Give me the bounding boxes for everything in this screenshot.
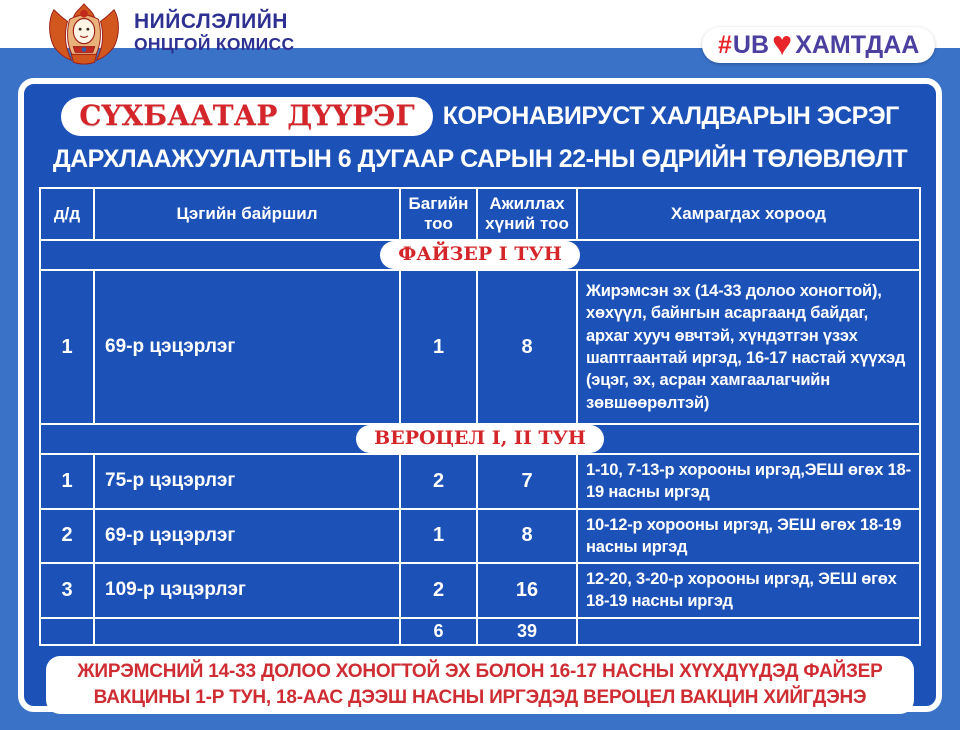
cell-khoroos: 12-20, 3-20-р хорооны иргэд, ЭЕШ өгөх 18-19 насны иргэд xyxy=(577,563,920,618)
title-text-line1: КОРОНАВИРУСТ ХАЛДВАРЫН ЭСРЭГ xyxy=(442,102,899,130)
cell-teams: 2 xyxy=(400,454,477,509)
table-row xyxy=(40,454,920,509)
cell-workers: 8 xyxy=(477,270,577,424)
cell-no: 2 xyxy=(40,509,94,564)
cell-no: 1 xyxy=(40,454,94,509)
content-card xyxy=(18,78,942,712)
hashtag-badge xyxy=(702,24,935,63)
total-teams: 6 xyxy=(400,618,477,645)
poster-title-line1 xyxy=(24,97,936,136)
col-header-teams: Багийн тоо xyxy=(400,188,477,240)
col-header-location: Цэгийн байршил xyxy=(94,188,400,240)
col-header-workers: Ажиллах хүний тоо xyxy=(477,188,577,240)
totals-row xyxy=(40,618,920,645)
cell-no: 3 xyxy=(40,563,94,618)
org-name-line2: ОНЦГОЙ КОМИСС xyxy=(134,34,295,55)
table-row xyxy=(40,270,920,424)
cell-teams: 1 xyxy=(400,509,477,564)
cell-khoroos: Жирэмсэн эх (14-33 долоо хоногтой), хөхүүл, байнгын асаргаанд байдаг, архаг хууч өвчтэй, хүндэтгэн үзэх шаптгаантай иргэд, 16-17 настай хүүхэд (эцэг, эх, асран хамгаалагчийн зөвшөөрөлтэй) xyxy=(577,270,920,424)
cell-teams: 1 xyxy=(400,270,477,424)
col-header-khoroos: Хамрагдах хороод xyxy=(577,188,920,240)
cell-empty xyxy=(94,618,400,645)
col-header-no: д/д xyxy=(40,188,94,240)
organization-name xyxy=(134,11,294,53)
banner-line2: ВАКЦИНЫ 1-Р ТУН, 18-ААС ДЭЭШ НАСНЫ ИРГЭДЭД ВЕРОЦЕЛ ВАКЦИН ХИЙГДЭНЭ xyxy=(93,686,867,708)
table-row xyxy=(40,563,920,618)
section-pill-pfizer: ФАЙЗЕР I ТУН xyxy=(380,241,580,269)
cell-workers: 16 xyxy=(477,563,577,618)
hashtag-text: ХАМТДАА xyxy=(795,30,920,59)
heart-icon: ♥ xyxy=(772,24,793,63)
cell-location: 75-р цэцэрлэг xyxy=(94,454,400,509)
emblem-icon xyxy=(40,2,128,66)
city-emblem-logo xyxy=(40,2,128,66)
vaccination-schedule-table xyxy=(39,187,921,646)
table-row xyxy=(40,509,920,564)
cell-workers: 8 xyxy=(477,509,577,564)
cell-teams: 2 xyxy=(400,563,477,618)
cell-location: 109-р цэцэрлэг xyxy=(94,563,400,618)
title-text-line2: ДАРХЛААЖУУЛАЛТЫН 6 ДУГААР САРЫН 22-НЫ ӨДРИЙН ТӨЛӨВЛӨЛТ xyxy=(52,145,908,173)
cell-khoroos: 10-12-р хорооны иргэд, ЭЕШ өгөх 18-19 насны иргэд xyxy=(577,509,920,564)
cell-empty xyxy=(40,618,94,645)
table-header-row xyxy=(40,188,920,240)
cell-no: 1 xyxy=(40,270,94,424)
section-header-verocell xyxy=(40,424,920,454)
cell-location: 69-р цэцэрлэг xyxy=(94,270,400,424)
district-badge: СҮХБААТАР ДҮҮРЭГ xyxy=(61,97,433,136)
cell-location: 69-р цэцэрлэг xyxy=(94,509,400,564)
cell-khoroos: 1-10, 7-13-р хорооны иргэд,ЭЕШ өгөх 18-19 насны иргэд xyxy=(577,454,920,509)
total-workers: 39 xyxy=(477,618,577,645)
bottom-notice-banner xyxy=(46,656,914,714)
section-header-pfizer xyxy=(40,240,920,270)
hashtag-hash: # xyxy=(718,30,732,59)
hashtag-ub: UB xyxy=(732,30,770,59)
org-name-line1: НИЙСЛЭЛИЙН xyxy=(134,10,288,33)
section-pill-verocell: ВЕРОЦЕЛ I, II ТУН xyxy=(356,425,604,453)
cell-empty xyxy=(577,618,920,645)
cell-workers: 7 xyxy=(477,454,577,509)
banner-line1: ЖИРЭМСНИЙ 14-33 ДОЛОО ХОНОГТОЙ ЭХ БОЛОН 16-17 НАСНЫ ХҮҮХДҮҮДЭД ФАЙЗЕР xyxy=(77,660,883,682)
